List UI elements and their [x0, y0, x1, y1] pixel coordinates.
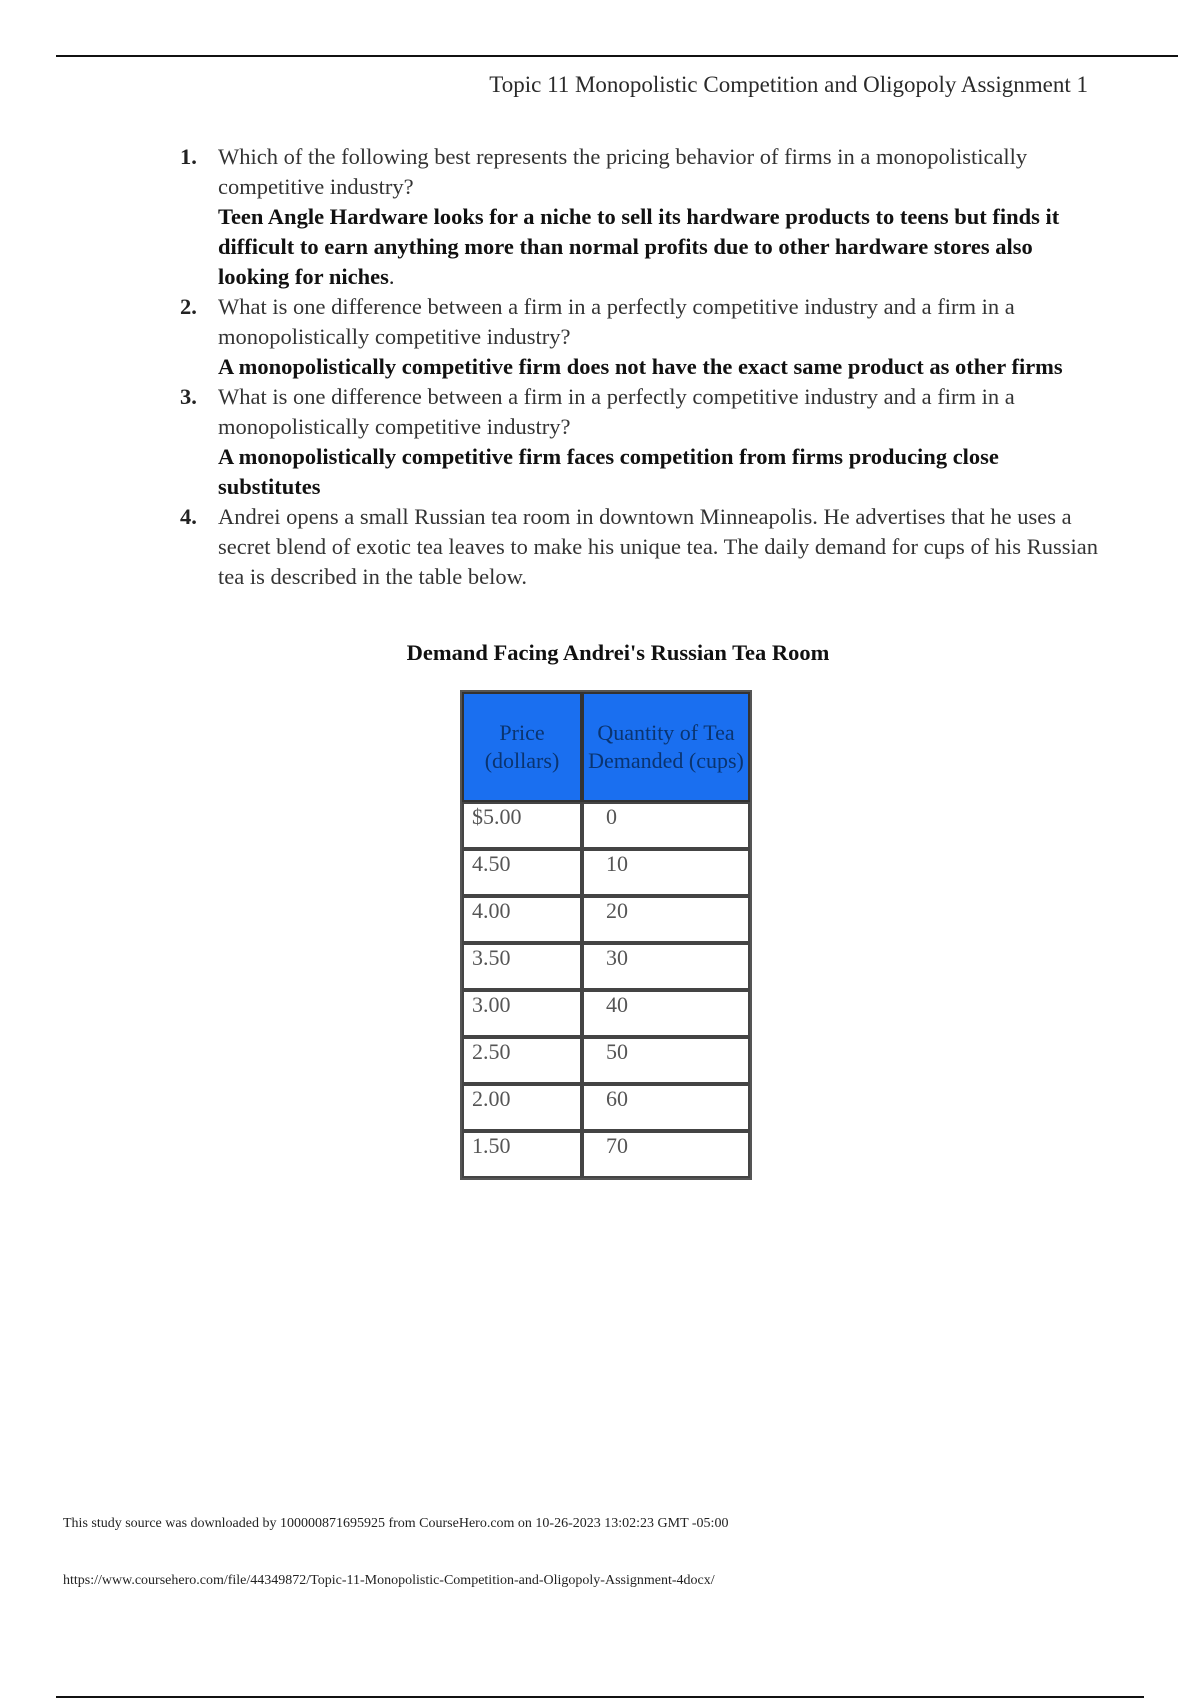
question-text: What is one difference between a firm in a perfectly competitive industry and a firm in a monopolistically competitive industry? [218, 384, 1015, 439]
header-price: Price (dollars) [462, 692, 582, 802]
source-url[interactable]: https://www.coursehero.com/file/44349872/Topic-11-Monopolistic-Competition-and-Oligopoly-Assignment-4docx/ [63, 1573, 715, 1588]
price-cell: 2.50 [462, 1037, 582, 1084]
answer-block [218, 202, 1100, 292]
price-cell: 1.50 [462, 1131, 582, 1178]
table-row [462, 943, 750, 990]
bottom-rule [56, 1696, 1144, 1698]
table-row [462, 990, 750, 1037]
question-item-3 [180, 382, 1100, 502]
question-list [180, 142, 1100, 592]
answer-text: A monopolistically competitive firm faces competition from firms producing close substitutes [218, 444, 999, 499]
top-rule [56, 55, 1178, 57]
answer-text: Teen Angle Hardware looks for a niche to sell its hardware products to teens but finds it difficult to earn anything more than normal profits due to other hardware stores also looking for niches [218, 204, 1060, 289]
price-cell: 4.00 [462, 896, 582, 943]
table-row [462, 1084, 750, 1131]
question-item-1 [180, 142, 1100, 292]
quantity-cell: 0 [582, 802, 750, 849]
table-header-row [462, 692, 750, 802]
table-row [462, 1131, 750, 1178]
demand-table [460, 690, 752, 1180]
quantity-cell: 40 [582, 990, 750, 1037]
quantity-cell: 50 [582, 1037, 750, 1084]
table-row [462, 896, 750, 943]
question-item-4 [180, 502, 1100, 592]
price-cell: 4.50 [462, 849, 582, 896]
table-row [462, 1037, 750, 1084]
price-cell: 3.50 [462, 943, 582, 990]
answer-text: A monopolistically competitive firm does not have the exact same product as other firms [218, 354, 1063, 379]
table-title: Demand Facing Andrei's Russian Tea Room [406, 640, 830, 665]
question-text: Which of the following best represents the pricing behavior of firms in a monopolistically competitive industry? [218, 144, 1028, 199]
question-item-2 [180, 292, 1100, 382]
question-number: 4. [180, 504, 197, 529]
question-number: 2. [180, 294, 197, 319]
download-source-note: This study source was downloaded by 100000871695925 from CourseHero.com on 10-26-2023 13:02:23 GMT -05:00 [63, 1516, 729, 1531]
table-row [462, 849, 750, 896]
quantity-cell: 60 [582, 1084, 750, 1131]
price-cell: $5.00 [462, 802, 582, 849]
price-cell: 2.00 [462, 1084, 582, 1131]
quantity-cell: 30 [582, 943, 750, 990]
question-text: Andrei opens a small Russian tea room in downtown Minneapolis. He advertises that he uses a secret blend of exotic tea leaves to make his unique tea. The daily demand for cups of his Russian tea is described in the table below. [218, 504, 1098, 589]
question-number: 1. [180, 144, 197, 169]
quantity-cell: 20 [582, 896, 750, 943]
answer-suffix: . [388, 264, 395, 289]
quantity-cell: 10 [582, 849, 750, 896]
table-row [462, 802, 750, 849]
price-cell: 3.00 [462, 990, 582, 1037]
page-header-title: Topic 11 Monopolistic Competition and Oligopoly Assignment 1 [489, 72, 1088, 97]
quantity-cell: 70 [582, 1131, 750, 1178]
header-quantity: Quantity of Tea Demanded (cups) [582, 692, 750, 802]
question-number: 3. [180, 384, 197, 409]
question-text: What is one difference between a firm in a perfectly competitive industry and a firm in a monopolistically competitive industry? [218, 294, 1015, 349]
